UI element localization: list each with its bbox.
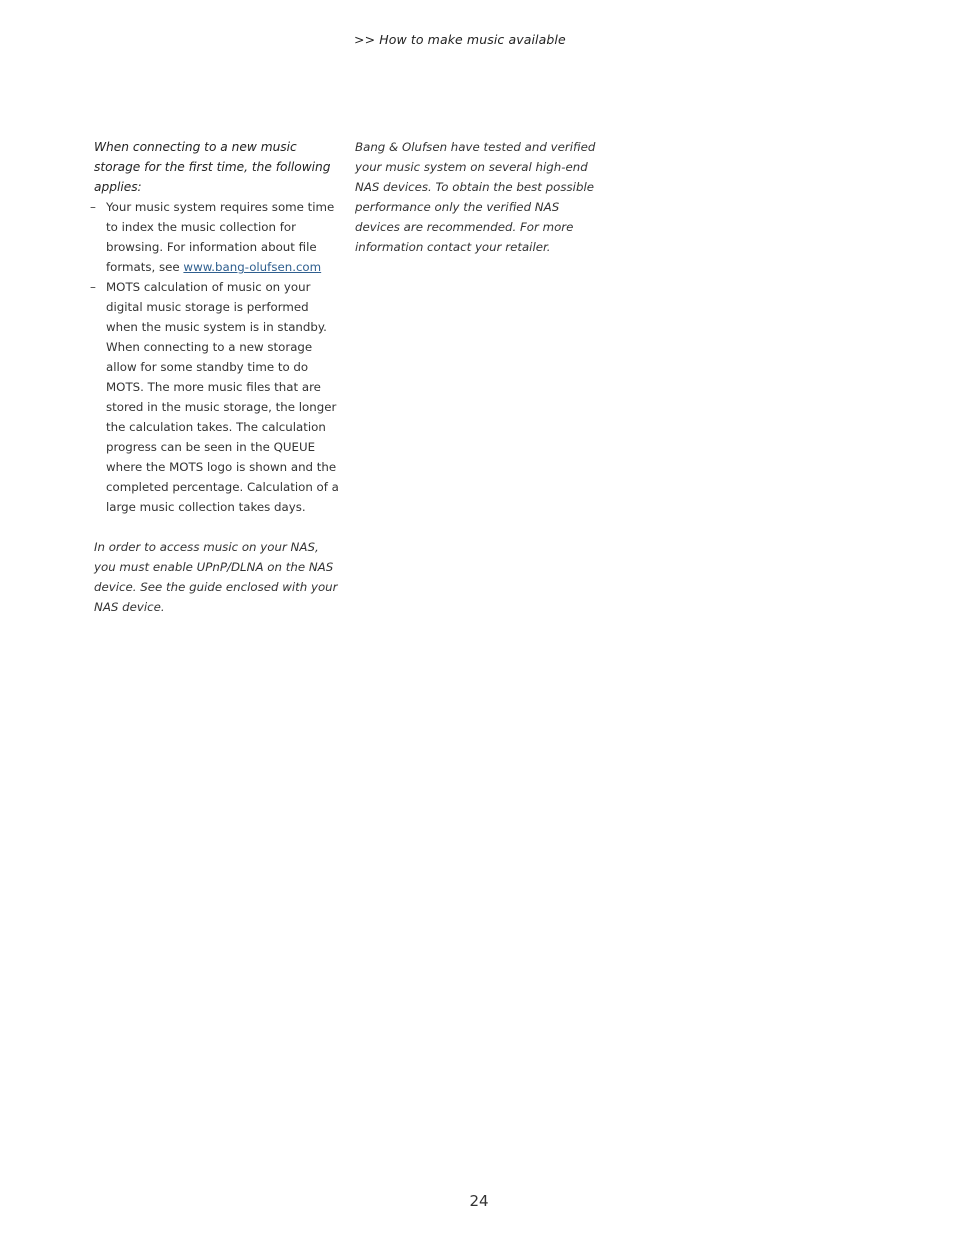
bullet-dash: – — [90, 280, 96, 294]
bullet-text: Your music system requires some time to index the music collection for browsing. For information about file formats, see — [106, 200, 335, 274]
nas-access-note: In order to access music on your NAS, you must enable UPnP/DLNA on the NAS device. See the guide enclosed with your NAS device. — [94, 540, 338, 614]
verified-nas-note: Bang & Olufsen have tested and verified your music system on several high-end NAS devices. To obtain the best possible performance only the verified NAS devices are recommended. For more information contact your retailer. — [355, 140, 596, 254]
left-column — [90, 137, 344, 617]
list-item — [90, 277, 344, 517]
website-link[interactable]: www.bang-olufsen.com — [183, 260, 322, 274]
page-number: 24 — [469, 1192, 489, 1210]
page-header-breadcrumb: >> How to make music available — [354, 32, 566, 47]
lead-paragraph: When connecting to a new music storage for the first time, the following applies: — [94, 140, 331, 194]
bullet-dash: – — [90, 200, 96, 214]
list-item — [90, 197, 344, 277]
bullet-list — [90, 197, 344, 517]
right-column — [355, 137, 605, 257]
bullet-text: MOTS calculation of music on your digital music storage is performed when the music system is in standby. When connecting to a new storage allow for some standby time to do MOTS. The more music files that are stored in the music storage, the longer the calculation takes. The calculation progress can be seen in the QUEUE where the MOTS logo is shown and the completed percentage. Calculation of a large music collection takes days. — [106, 280, 339, 514]
